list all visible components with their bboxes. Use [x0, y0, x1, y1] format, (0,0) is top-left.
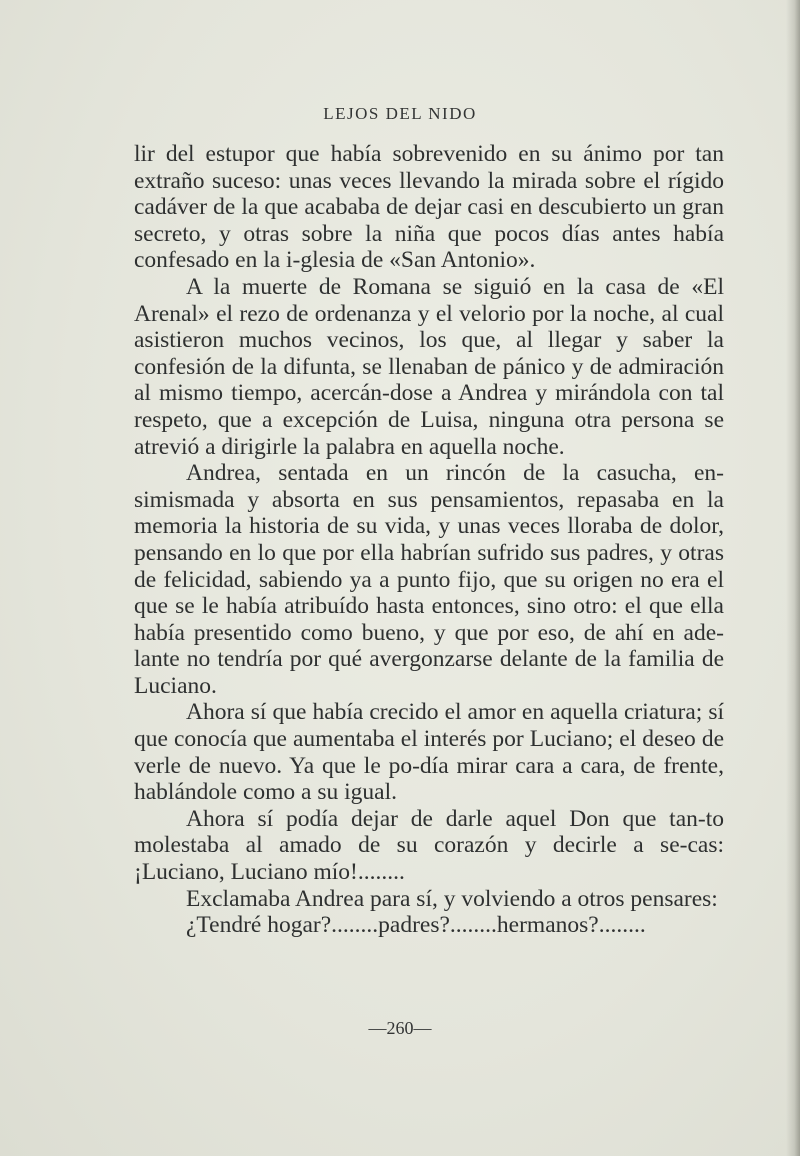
paragraph: Ahora sí podía dejar de darle aquel Don que tan-to molestaba al amado de su corazón y decirle a se-cas: ¡Luciano, Luciano mío!........ [134, 805, 724, 886]
body-text [134, 141, 724, 939]
paragraph: lir del estupor que había sobrevenido en su ánimo por tan extraño suceso: unas veces llevando la mirada sobre el rígido cadáver de la que acababa de dejar casi en descubierto un gran secreto, y otras sobre la niña que pocos días antes había confesado en la i-glesia de «San Antonio». [134, 141, 724, 274]
running-head: LEJOS DEL NIDO [323, 104, 477, 123]
paragraph: Andrea, sentada en un rincón de la casucha, en-simismada y absorta en sus pensamientos, repasaba en la memoria la historia de su vida, y unas veces lloraba de dolor, pensando en lo que por ella habrían sufrido sus padres, y otras de felicidad, sabiendo ya a punto fijo, que su origen no era el que se le había atribuído hasta entonces, sino otro: el que ella había presentido como bueno, y que por eso, de ahí en ade-lante no tendría por qué avergonzarse delante de la familia de Luciano. [134, 460, 724, 699]
page-edge-shadow [786, 0, 800, 1156]
paragraph: Exclamaba Andrea para sí, y volviendo a otros pensares: [186, 885, 718, 912]
page-number: —260— [368, 1018, 432, 1038]
paragraph: ¿Tendré hogar?........padres?........hermanos?........ [186, 912, 646, 939]
paragraph: A la muerte de Romana se siguió en la casa de «El Arenal» el rezo de ordenanza y el velorio por la noche, al cual asistieron muchos vecinos, los que, al llegar y saber la confesión de la difunta, se llenaban de pánico y de admiración al mismo tiempo, acercán-dose a Andrea y mirándola con tal respeto, que a excepción de Luisa, ninguna otra persona se atrevió a dirigirle la palabra en aquella noche. [134, 273, 724, 460]
paragraph: Ahora sí que había crecido el amor en aquella criatura; sí que conocía que aumentaba el interés por Luciano; el deseo de verle de nuevo. Ya que le po-día mirar cara a cara, de frente, hablándole como a su igual. [134, 699, 724, 806]
